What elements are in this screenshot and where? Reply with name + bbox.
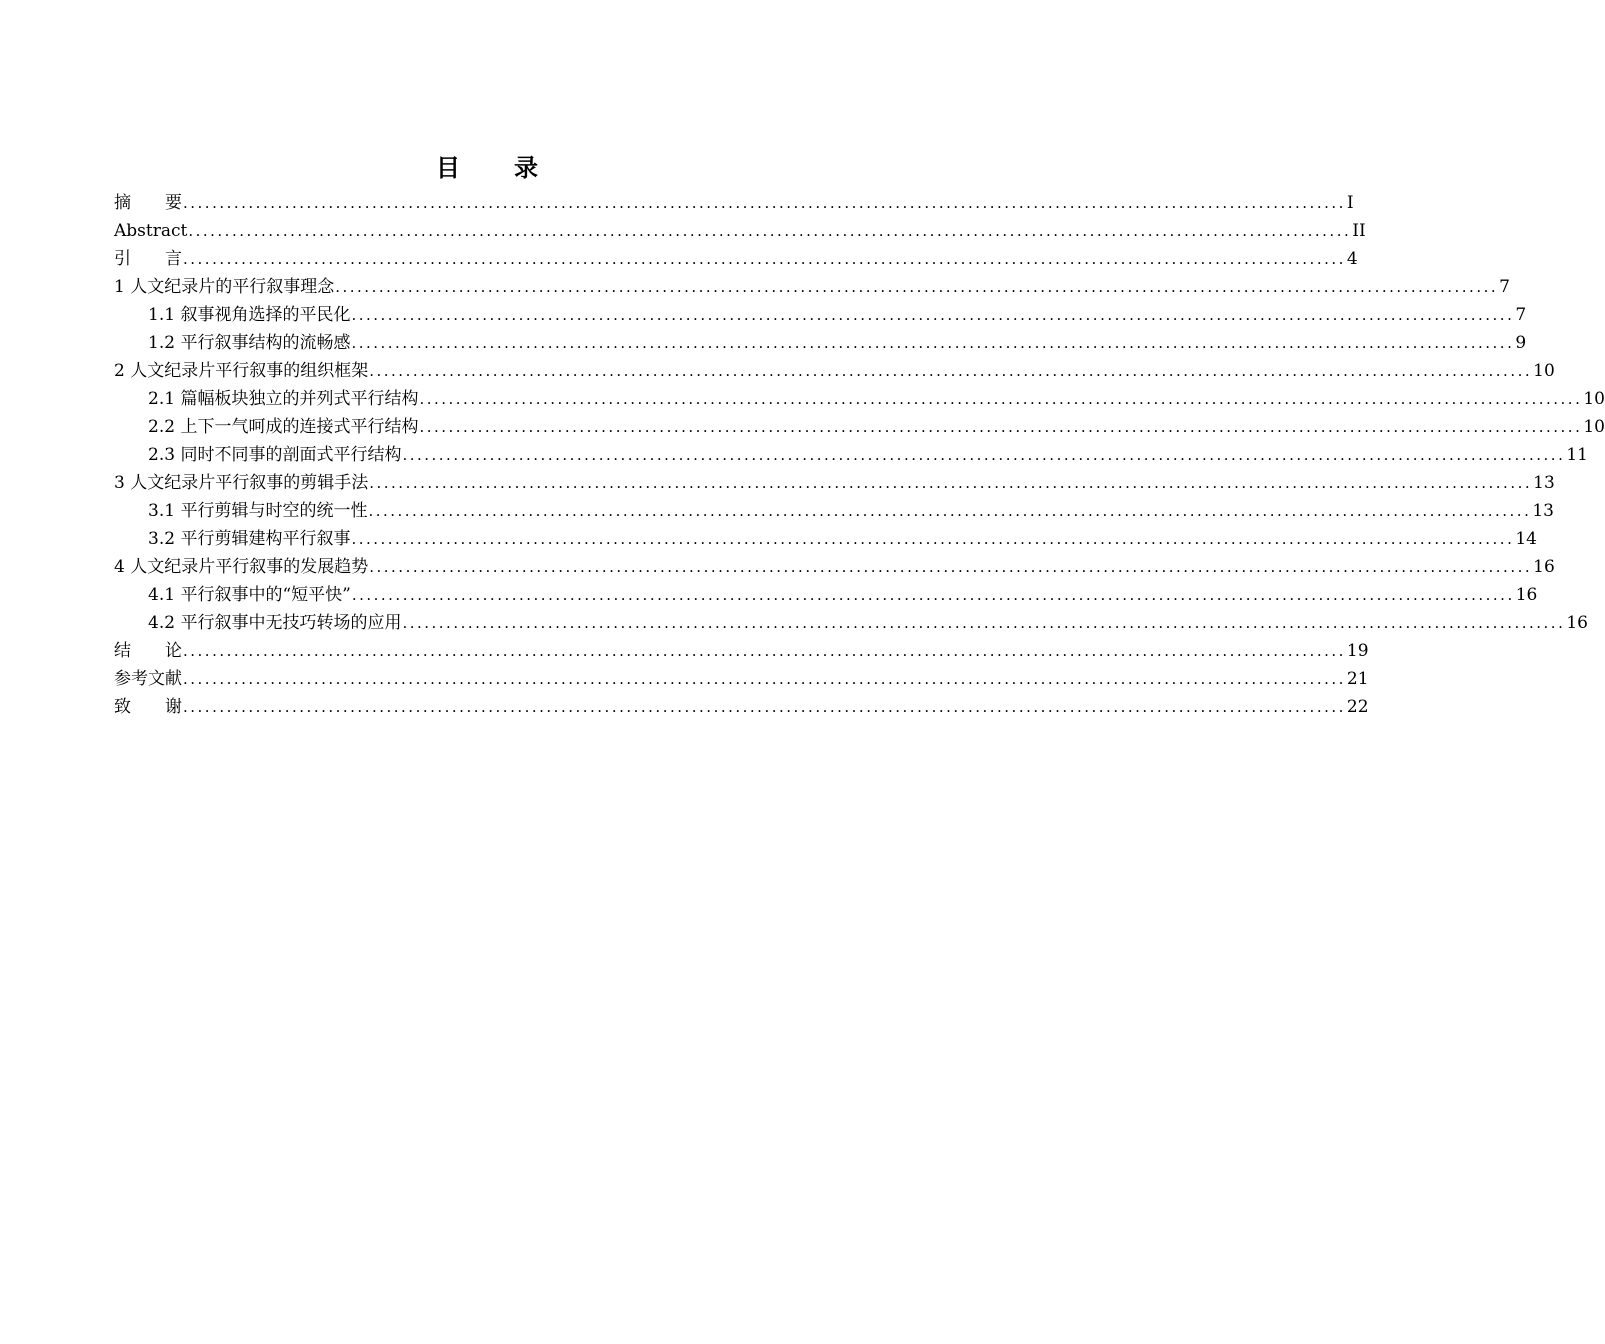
toc-entry-label: 1.1 叙事视角选择的平民化 (148, 305, 351, 325)
toc-entry-references[interactable] (114, 662, 1369, 690)
toc-entry-label: 2.1 篇幅板块独立的并列式平行结构 (148, 389, 419, 409)
toc-entry-label: 2 人文纪录片平行叙事的组织框架 (114, 361, 369, 381)
toc-page-number: 21 (1346, 669, 1369, 689)
toc-dot-leader: ................................................................................................................................................................ (351, 586, 1515, 604)
toc-page-number: 7 (1499, 277, 1510, 297)
toc-dot-leader: ................................................................................................................................................................ (351, 306, 1515, 324)
toc-entry-label: 致 谢 (114, 697, 182, 717)
toc-page-number: II (1352, 221, 1366, 241)
toc-entry-label: 1 人文纪录片的平行叙事理念 (114, 277, 335, 297)
toc-page-number: 9 (1515, 333, 1527, 353)
toc-page-number: 16 (1566, 613, 1588, 633)
toc-entry-label: 3.1 平行剪辑与时空的统一性 (148, 501, 368, 521)
toc-dot-leader: ................................................................................................................................................................ (351, 530, 1515, 548)
toc-entry-acknowledgements[interactable] (114, 690, 1369, 718)
toc-dot-leader: ................................................................................................................................................................ (368, 502, 1532, 520)
toc-title: 目 录 (436, 154, 540, 182)
toc-page-number: 13 (1533, 473, 1555, 493)
toc-page-number: 10 (1583, 389, 1605, 409)
toc-entry-label: 1.2 平行叙事结构的流畅感 (148, 333, 351, 353)
toc-page-number: 16 (1515, 585, 1538, 605)
toc-entry-label: 2.3 同时不同事的剖面式平行结构 (148, 445, 402, 465)
toc-entry-chapter-3[interactable] (114, 466, 1555, 494)
toc-dot-leader: ................................................................................................................................................................ (369, 474, 1533, 492)
toc-dot-leader: ................................................................................................................................................................ (369, 558, 1533, 576)
toc-dot-leader: ................................................................................................................................................................ (335, 278, 1499, 296)
toc-page-number: 14 (1515, 529, 1537, 549)
toc-entry-label: 参考文献 (114, 669, 182, 689)
toc-page-number: 4 (1346, 249, 1358, 269)
toc-page-number: 16 (1533, 557, 1555, 577)
toc-entry-label: 结 论 (114, 641, 182, 661)
toc-entry-section-4-2[interactable] (114, 606, 1588, 634)
toc-entry-section-1-1[interactable] (114, 298, 1527, 326)
toc-entry-label: 摘 要 (114, 193, 182, 213)
toc-dot-leader: ................................................................................................................................................................ (419, 418, 1583, 436)
toc-entry-label: 4.2 平行叙事中无技巧转场的应用 (148, 613, 402, 633)
toc-dot-leader: ................................................................................................................................................................ (351, 334, 1515, 352)
toc-dot-leader: ................................................................................................................................................................ (419, 390, 1583, 408)
toc-page-number: I (1346, 193, 1354, 213)
toc-entry-chapter-1[interactable] (114, 270, 1510, 298)
toc-page-number: 7 (1515, 305, 1527, 325)
toc-entry-section-3-2[interactable] (114, 522, 1537, 550)
toc-entry-label: Abstract (114, 221, 188, 241)
toc-entry-section-3-1[interactable] (114, 494, 1554, 522)
toc-entry-label: 4 人文纪录片平行叙事的发展趋势 (114, 557, 369, 577)
toc-page-number: 10 (1583, 417, 1605, 437)
toc-dot-leader: ................................................................................................................................................................ (402, 446, 1566, 464)
toc-dot-leader: ................................................................................................................................................................ (369, 362, 1533, 380)
toc-entry-label: 2.2 上下一气呵成的连接式平行结构 (148, 417, 419, 437)
toc-page-number: 11 (1566, 445, 1588, 465)
toc-dot-leader: ................................................................................................................................................................ (188, 222, 1352, 240)
toc-entry-section-1-2[interactable] (114, 326, 1527, 354)
toc-dot-leader: ................................................................................................................................................................ (402, 614, 1566, 632)
toc-entry-label: 4.1 平行叙事中的“短平快” (148, 585, 351, 605)
toc-dot-leader: ................................................................................................................................................................ (183, 194, 1346, 212)
toc-entry-conclusion[interactable] (114, 634, 1369, 662)
toc-entry-chapter-4[interactable] (114, 550, 1555, 578)
toc-entry-chapter-2[interactable] (114, 354, 1555, 382)
toc-entry-section-2-1[interactable] (114, 382, 1605, 410)
toc-list (114, 186, 1605, 718)
toc-entry-abstract-en[interactable] (114, 214, 1366, 242)
toc-page-number: 22 (1346, 697, 1369, 717)
toc-page-number: 10 (1533, 361, 1555, 381)
toc-entry-section-2-2[interactable] (114, 410, 1605, 438)
toc-entry-section-4-1[interactable] (114, 578, 1538, 606)
toc-entry-label: 引 言 (114, 249, 182, 269)
toc-dot-leader: ................................................................................................................................................................ (183, 642, 1346, 660)
toc-page-number: 13 (1532, 501, 1554, 521)
toc-dot-leader: ................................................................................................................................................................ (183, 250, 1346, 268)
toc-entry-label: 3.2 平行剪辑建构平行叙事 (148, 529, 351, 549)
toc-entry-label: 3 人文纪录片平行叙事的剪辑手法 (114, 473, 369, 493)
toc-entry-section-2-3[interactable] (114, 438, 1588, 466)
toc-dot-leader: ................................................................................................................................................................ (183, 698, 1346, 716)
toc-page-number: 19 (1346, 641, 1369, 661)
toc-entry-abstract-cn[interactable] (114, 186, 1354, 214)
toc-entry-introduction[interactable] (114, 242, 1358, 270)
toc-dot-leader: ................................................................................................................................................................ (183, 670, 1346, 688)
